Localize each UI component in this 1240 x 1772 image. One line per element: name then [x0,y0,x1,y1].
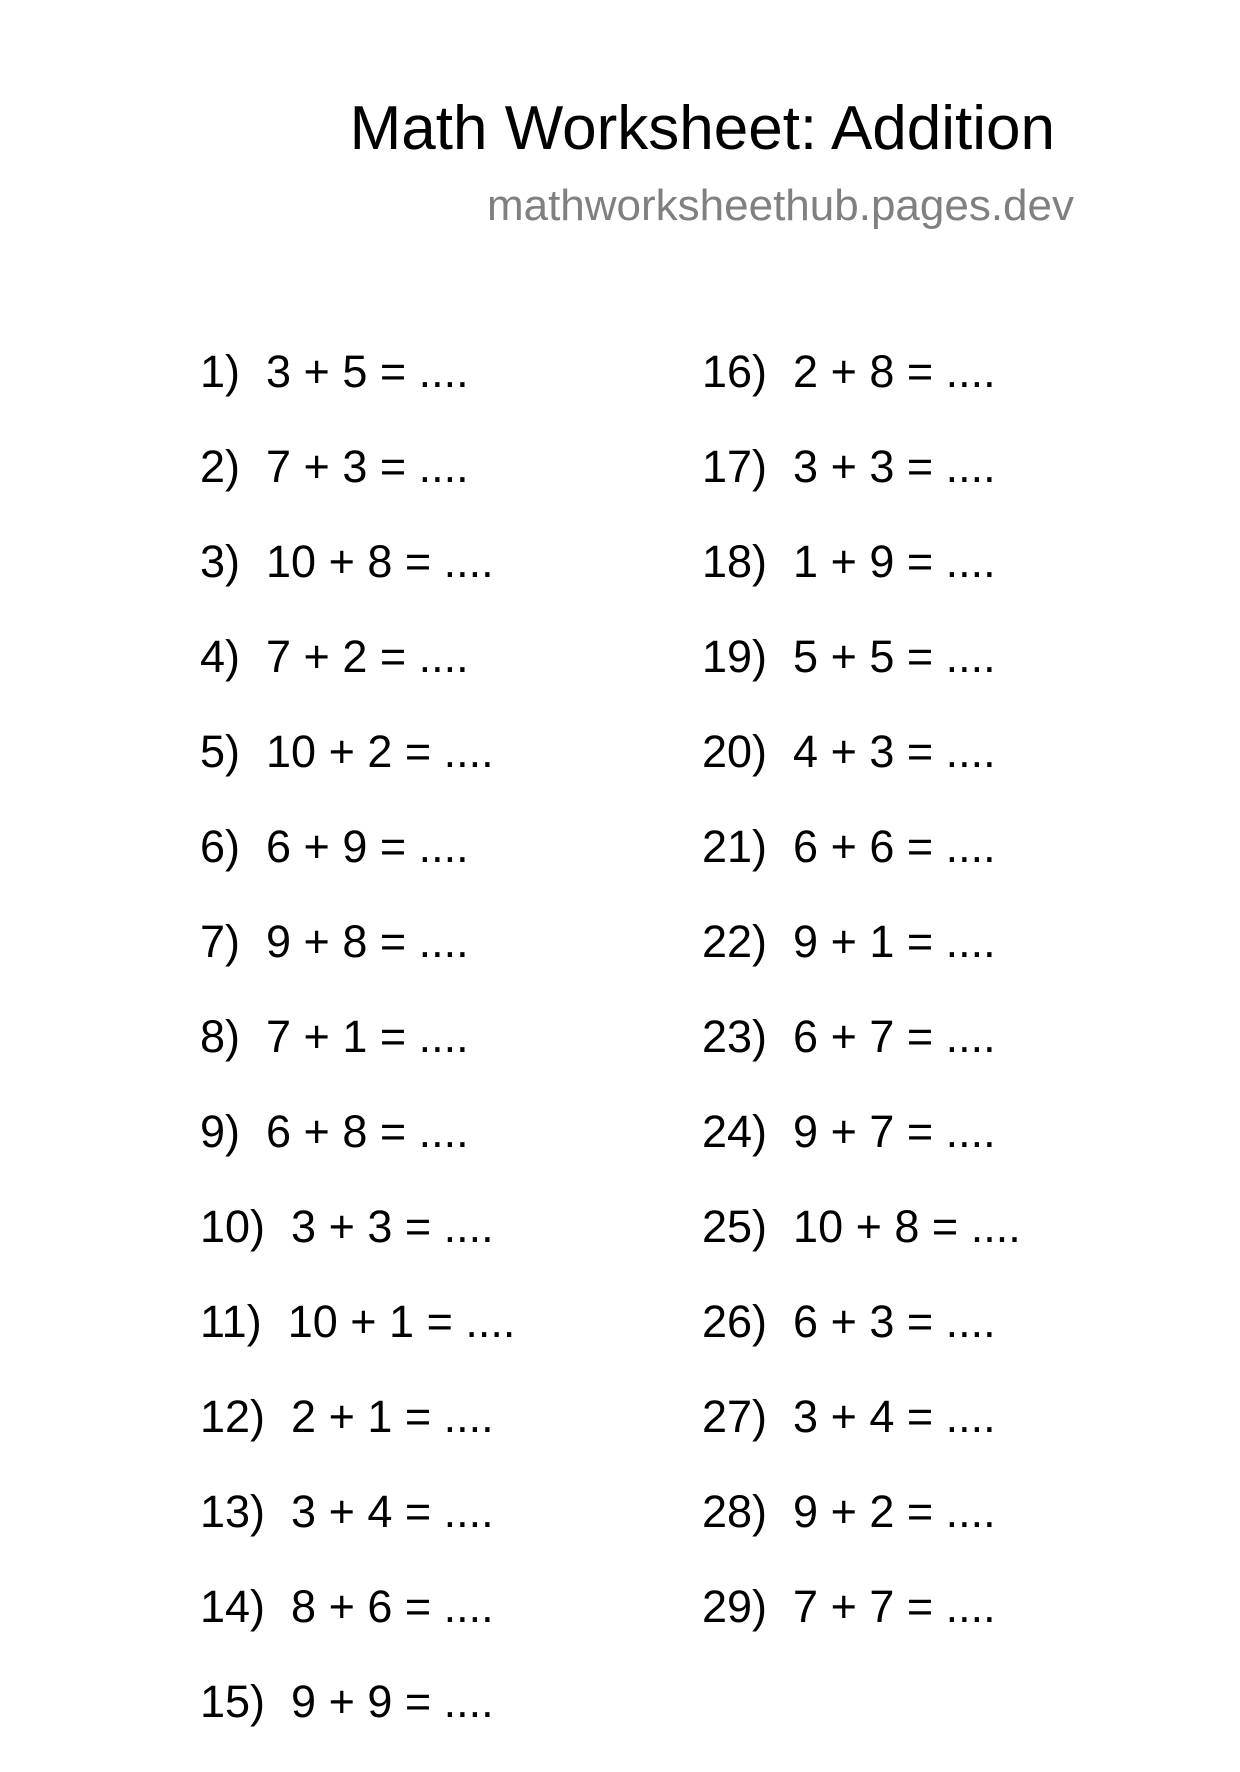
problem-number: 8) [200,1011,241,1062]
problem-number: 6) [200,821,241,872]
problem-item [702,1487,1021,1582]
problem-expression: 7 + 7 = .... [793,1581,996,1632]
problem-number: 28) [702,1486,768,1537]
problem-expression: 2 + 1 = .... [291,1391,494,1442]
problem-number: 2) [200,441,241,492]
problem-number: 24) [702,1106,768,1157]
problem-item [702,917,1021,1012]
problem-item [200,1297,515,1392]
problem-number: 29) [702,1581,768,1632]
problem-item [200,1487,515,1582]
problem-expression: 4 + 3 = .... [793,726,996,777]
problem-item [200,917,515,1012]
problem-number: 10) [200,1201,266,1252]
problem-expression: 8 + 6 = .... [291,1581,494,1632]
problem-expression: 6 + 9 = .... [266,821,469,872]
problem-item [200,1012,515,1107]
problem-number: 21) [702,821,768,872]
problem-item [200,1392,515,1487]
problem-item [200,442,515,537]
problem-item [200,1202,515,1297]
problem-number: 26) [702,1296,768,1347]
problem-number: 4) [200,631,241,682]
problem-item [200,1582,515,1677]
problem-expression: 3 + 4 = .... [793,1391,996,1442]
problem-number: 1) [200,346,241,397]
problem-expression: 5 + 5 = .... [793,631,996,682]
problem-expression: 7 + 1 = .... [266,1011,469,1062]
problem-number: 19) [702,631,768,682]
problem-number: 3) [200,536,241,587]
problem-number: 23) [702,1011,768,1062]
problem-number: 25) [702,1201,768,1252]
problem-expression: 3 + 3 = .... [793,441,996,492]
problem-number: 22) [702,916,768,967]
problem-expression: 9 + 1 = .... [793,916,996,967]
problem-item [702,727,1021,822]
problem-item [702,442,1021,537]
problem-number: 18) [702,536,768,587]
problem-item [200,537,515,632]
problem-item [702,632,1021,727]
problem-column-left [200,347,515,1772]
problem-column-right [702,347,1021,1677]
problem-expression: 10 + 2 = .... [266,726,494,777]
problem-expression: 2 + 8 = .... [793,346,996,397]
page-title: Math Worksheet: Addition [349,94,1055,163]
problem-number: 15) [200,1676,266,1727]
problem-number: 9) [200,1106,241,1157]
problem-item [702,1582,1021,1677]
problem-item [702,1202,1021,1297]
problem-expression: 3 + 5 = .... [266,346,469,397]
problem-item [200,347,515,442]
problem-expression: 7 + 2 = .... [266,631,469,682]
problem-number: 13) [200,1486,266,1537]
problem-number: 5) [200,726,241,777]
problem-expression: 6 + 8 = .... [266,1106,469,1157]
problem-number: 20) [702,726,768,777]
problem-item [702,537,1021,632]
problem-item [702,347,1021,442]
source-url: mathworksheethub.pages.dev [486,181,1074,230]
problem-item [200,727,515,822]
problem-expression: 10 + 1 = .... [287,1296,516,1347]
problem-expression: 6 + 7 = .... [793,1011,996,1062]
problem-expression: 1 + 9 = .... [793,536,996,587]
problem-expression: 10 + 8 = .... [266,536,494,587]
problem-item [702,822,1021,917]
problem-item [702,1297,1021,1392]
problem-expression: 10 + 8 = .... [793,1201,1021,1252]
problem-number: 16) [702,346,768,397]
problem-item [702,1012,1021,1107]
problem-item [200,822,515,917]
problem-number: 12) [200,1391,266,1442]
problem-expression: 6 + 3 = .... [793,1296,996,1347]
problem-item [200,632,515,727]
problem-number: 17) [702,441,768,492]
problem-number: 7) [200,916,241,967]
problem-expression: 9 + 9 = .... [291,1676,494,1727]
problem-item [200,1107,515,1202]
problem-number: 11) [200,1296,262,1347]
problem-item [200,1677,515,1772]
problem-item [702,1392,1021,1487]
problem-expression: 3 + 3 = .... [291,1201,494,1252]
problem-number: 14) [200,1581,266,1632]
problem-expression: 6 + 6 = .... [793,821,996,872]
problem-expression: 9 + 8 = .... [266,916,469,967]
problem-expression: 9 + 7 = .... [793,1106,996,1157]
problem-expression: 7 + 3 = .... [266,441,469,492]
problem-expression: 3 + 4 = .... [291,1486,494,1537]
problem-item [702,1107,1021,1202]
problem-expression: 9 + 2 = .... [793,1486,996,1537]
problem-number: 27) [702,1391,768,1442]
